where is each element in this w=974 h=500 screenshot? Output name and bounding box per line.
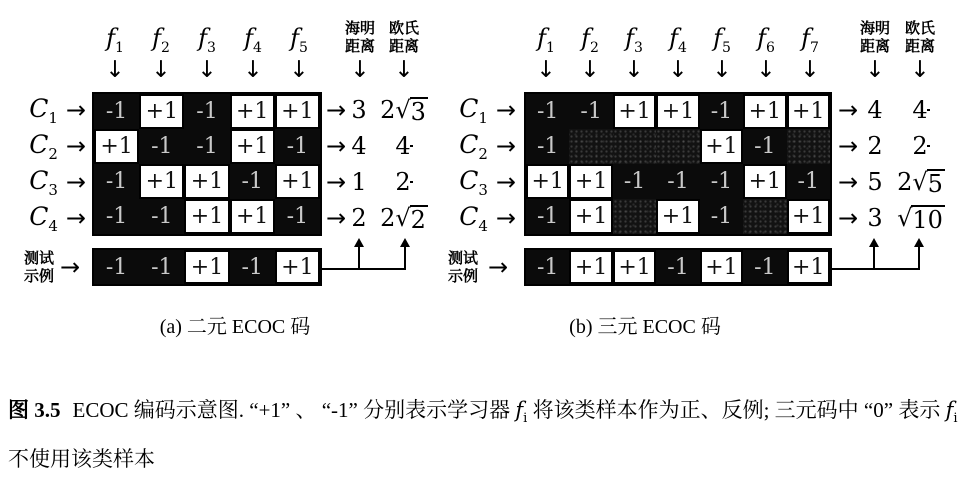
right-arrow-icon: → xyxy=(65,132,86,160)
code-cell: +1 xyxy=(656,94,699,129)
code-cell: -1 xyxy=(526,250,569,284)
right-arrow-icon: → xyxy=(495,132,516,160)
learner-label: $f_1$ xyxy=(106,24,124,56)
code-cell xyxy=(569,129,612,164)
euclidean-value: 2√ 3 xyxy=(380,96,426,126)
class-label: $C_4$ → xyxy=(29,201,86,235)
up-arrow-icon xyxy=(358,246,360,270)
hamming-distance-header: 海明 距离 xyxy=(859,20,890,55)
connector-line xyxy=(832,268,920,270)
code-cell: -1 xyxy=(526,199,569,234)
code-matrix-ternary xyxy=(524,92,832,236)
right-arrow-icon: → xyxy=(65,168,86,196)
right-arrow-icon: → xyxy=(495,204,516,232)
code-matrix-binary xyxy=(92,92,322,236)
euclidean-value: 2 xyxy=(912,132,928,160)
code-cell: +1 xyxy=(275,94,320,129)
up-arrow-icon xyxy=(918,246,920,270)
right-arrow-icon: → xyxy=(65,204,86,232)
code-cell: +1 xyxy=(656,199,699,234)
code-cell: +1 xyxy=(275,250,320,284)
code-cell: +1 xyxy=(275,164,320,199)
euclidean-value: 2√ 5 xyxy=(897,168,943,198)
code-cell xyxy=(656,129,699,164)
code-cell: -1 xyxy=(139,250,184,284)
code-cell: -1 xyxy=(230,250,275,284)
up-arrow-icon xyxy=(354,238,364,247)
hamming-distance-header: 海明 距离 xyxy=(344,20,375,55)
code-cell: -1 xyxy=(275,129,320,164)
test-row-binary xyxy=(92,248,322,286)
code-cell: +1 xyxy=(787,199,830,234)
code-cell: -1 xyxy=(526,129,569,164)
right-arrow-icon: → xyxy=(838,204,859,232)
code-cell: -1 xyxy=(184,94,229,129)
right-arrow-icon: → xyxy=(326,204,347,232)
learner-symbol: $f_i$ xyxy=(515,398,528,427)
class-label: $C_2$ → xyxy=(459,129,516,163)
down-arrow-icon: ↓ xyxy=(289,57,309,83)
right-arrow-icon: → xyxy=(60,253,81,281)
code-cell: +1 xyxy=(569,250,612,284)
code-cell: +1 xyxy=(94,129,139,164)
learner-symbol: $f_i$ xyxy=(945,398,958,427)
learner-label: $f_4$ xyxy=(244,24,262,56)
hamming-value: 4 xyxy=(351,132,367,160)
class-label: $C_1$ → xyxy=(459,93,516,127)
hamming-value: 3 xyxy=(867,204,883,232)
code-cell: -1 xyxy=(700,164,743,199)
code-cell: +1 xyxy=(743,164,786,199)
code-cell: -1 xyxy=(94,199,139,234)
code-cell: -1 xyxy=(743,250,786,284)
up-arrow-icon xyxy=(914,238,924,247)
code-cell xyxy=(743,199,786,234)
code-cell: -1 xyxy=(656,250,699,284)
class-label: $C_1$ → xyxy=(29,93,86,127)
figure-number: 图 3.5 xyxy=(8,398,61,422)
code-cell: -1 xyxy=(94,164,139,199)
panel-caption: (b) 三元 ECOC 码 xyxy=(569,316,721,338)
down-arrow-icon: ↓ xyxy=(151,57,171,83)
learner-label: $f_3$ xyxy=(198,24,216,56)
right-arrow-icon: → xyxy=(326,132,347,160)
learner-label: $f_5$ xyxy=(713,24,731,56)
up-arrow-icon xyxy=(400,238,410,247)
code-cell: +1 xyxy=(569,199,612,234)
euclidean-distance-header: 欧氏 距离 xyxy=(388,20,419,55)
code-cell: -1 xyxy=(787,164,830,199)
euclidean-value: 4 xyxy=(912,96,928,124)
figure-caption: 图 3.5 ECOC 编码示意图. “+1” 、 “-1” 分别表示学习器 $f_i$ 将该类样本作为正、反例; 三元码中 “0” 表示 $f_i$ 不使用该类样本 xyxy=(8,398,958,472)
down-arrow-icon: ↓ xyxy=(712,57,732,83)
code-cell xyxy=(613,129,656,164)
code-cell: +1 xyxy=(787,94,830,129)
right-arrow-icon: → xyxy=(65,96,86,124)
test-row-ternary xyxy=(524,248,832,286)
down-arrow-icon: ↓ xyxy=(668,57,688,83)
hamming-value: 4 xyxy=(867,96,883,124)
code-cell: +1 xyxy=(700,250,743,284)
code-cell: -1 xyxy=(94,250,139,284)
code-cell: +1 xyxy=(787,250,830,284)
learner-label: $f_3$ xyxy=(625,24,643,56)
code-cell: +1 xyxy=(743,94,786,129)
right-arrow-icon: → xyxy=(838,132,859,160)
class-label: $C_3$ → xyxy=(29,165,86,199)
code-cell: +1 xyxy=(526,164,569,199)
euclidean-value: 2 xyxy=(395,168,411,196)
euclidean-value: √ 10 xyxy=(897,204,943,234)
right-arrow-icon: → xyxy=(838,168,859,196)
learner-label: $f_5$ xyxy=(290,24,308,56)
learner-label: $f_6$ xyxy=(757,24,775,56)
code-cell: -1 xyxy=(184,129,229,164)
code-cell: -1 xyxy=(700,199,743,234)
code-cell: -1 xyxy=(139,199,184,234)
down-arrow-icon: ↓ xyxy=(580,57,600,83)
down-arrow-icon: ↓ xyxy=(105,57,125,83)
code-cell: +1 xyxy=(700,129,743,164)
code-cell: +1 xyxy=(613,94,656,129)
code-cell: -1 xyxy=(139,129,184,164)
code-cell: +1 xyxy=(184,199,229,234)
test-example-label: 测试 示例 xyxy=(447,250,478,285)
euclidean-value: 2√ 2 xyxy=(380,204,426,234)
right-arrow-icon: → xyxy=(838,96,859,124)
down-arrow-icon: ↓ xyxy=(756,57,776,83)
hamming-value: 1 xyxy=(351,168,367,196)
code-cell: +1 xyxy=(230,199,275,234)
connector-line xyxy=(322,268,406,270)
down-arrow-icon: ↓ xyxy=(197,57,217,83)
down-arrow-icon: ↓ xyxy=(350,57,370,83)
up-arrow-icon xyxy=(869,238,879,247)
panel-caption: (a) 二元 ECOC 码 xyxy=(159,316,311,338)
right-arrow-icon: → xyxy=(495,96,516,124)
code-cell xyxy=(787,129,830,164)
code-cell: -1 xyxy=(569,94,612,129)
right-arrow-icon: → xyxy=(326,168,347,196)
hamming-value: 3 xyxy=(351,96,367,124)
code-cell: -1 xyxy=(613,164,656,199)
right-arrow-icon: → xyxy=(495,168,516,196)
learner-label: $f_2$ xyxy=(581,24,599,56)
right-arrow-icon: → xyxy=(488,253,509,281)
code-cell: +1 xyxy=(139,164,184,199)
code-cell: -1 xyxy=(526,94,569,129)
code-cell: -1 xyxy=(743,129,786,164)
class-label: $C_4$ → xyxy=(459,201,516,235)
euclidean-value: 4 xyxy=(395,132,411,160)
code-cell: +1 xyxy=(230,94,275,129)
down-arrow-icon: ↓ xyxy=(243,57,263,83)
up-arrow-icon xyxy=(873,246,875,270)
learner-label: $f_7$ xyxy=(801,24,819,56)
down-arrow-icon: ↓ xyxy=(800,57,820,83)
up-arrow-icon xyxy=(404,246,406,270)
test-example-label: 测试 示例 xyxy=(23,250,54,285)
down-arrow-icon: ↓ xyxy=(865,57,885,83)
code-cell: -1 xyxy=(230,164,275,199)
hamming-value: 2 xyxy=(351,204,367,232)
euclidean-distance-header: 欧氏 距离 xyxy=(904,20,935,55)
down-arrow-icon: ↓ xyxy=(624,57,644,83)
code-cell: +1 xyxy=(613,250,656,284)
hamming-value: 5 xyxy=(867,168,883,196)
code-cell: +1 xyxy=(184,164,229,199)
code-cell: -1 xyxy=(656,164,699,199)
code-cell: -1 xyxy=(700,94,743,129)
learner-label: $f_4$ xyxy=(669,24,687,56)
class-label: $C_2$ → xyxy=(29,129,86,163)
code-cell xyxy=(613,199,656,234)
code-cell: -1 xyxy=(94,94,139,129)
learner-label: $f_1$ xyxy=(537,24,555,56)
right-arrow-icon: → xyxy=(326,96,347,124)
learner-label: $f_2$ xyxy=(152,24,170,56)
code-cell: +1 xyxy=(184,250,229,284)
class-label: $C_3$ → xyxy=(459,165,516,199)
code-cell: -1 xyxy=(275,199,320,234)
code-cell: +1 xyxy=(230,129,275,164)
hamming-value: 2 xyxy=(867,132,883,160)
down-arrow-icon: ↓ xyxy=(536,57,556,83)
code-cell: +1 xyxy=(569,164,612,199)
down-arrow-icon: ↓ xyxy=(394,57,414,83)
down-arrow-icon: ↓ xyxy=(910,57,930,83)
code-cell: +1 xyxy=(139,94,184,129)
